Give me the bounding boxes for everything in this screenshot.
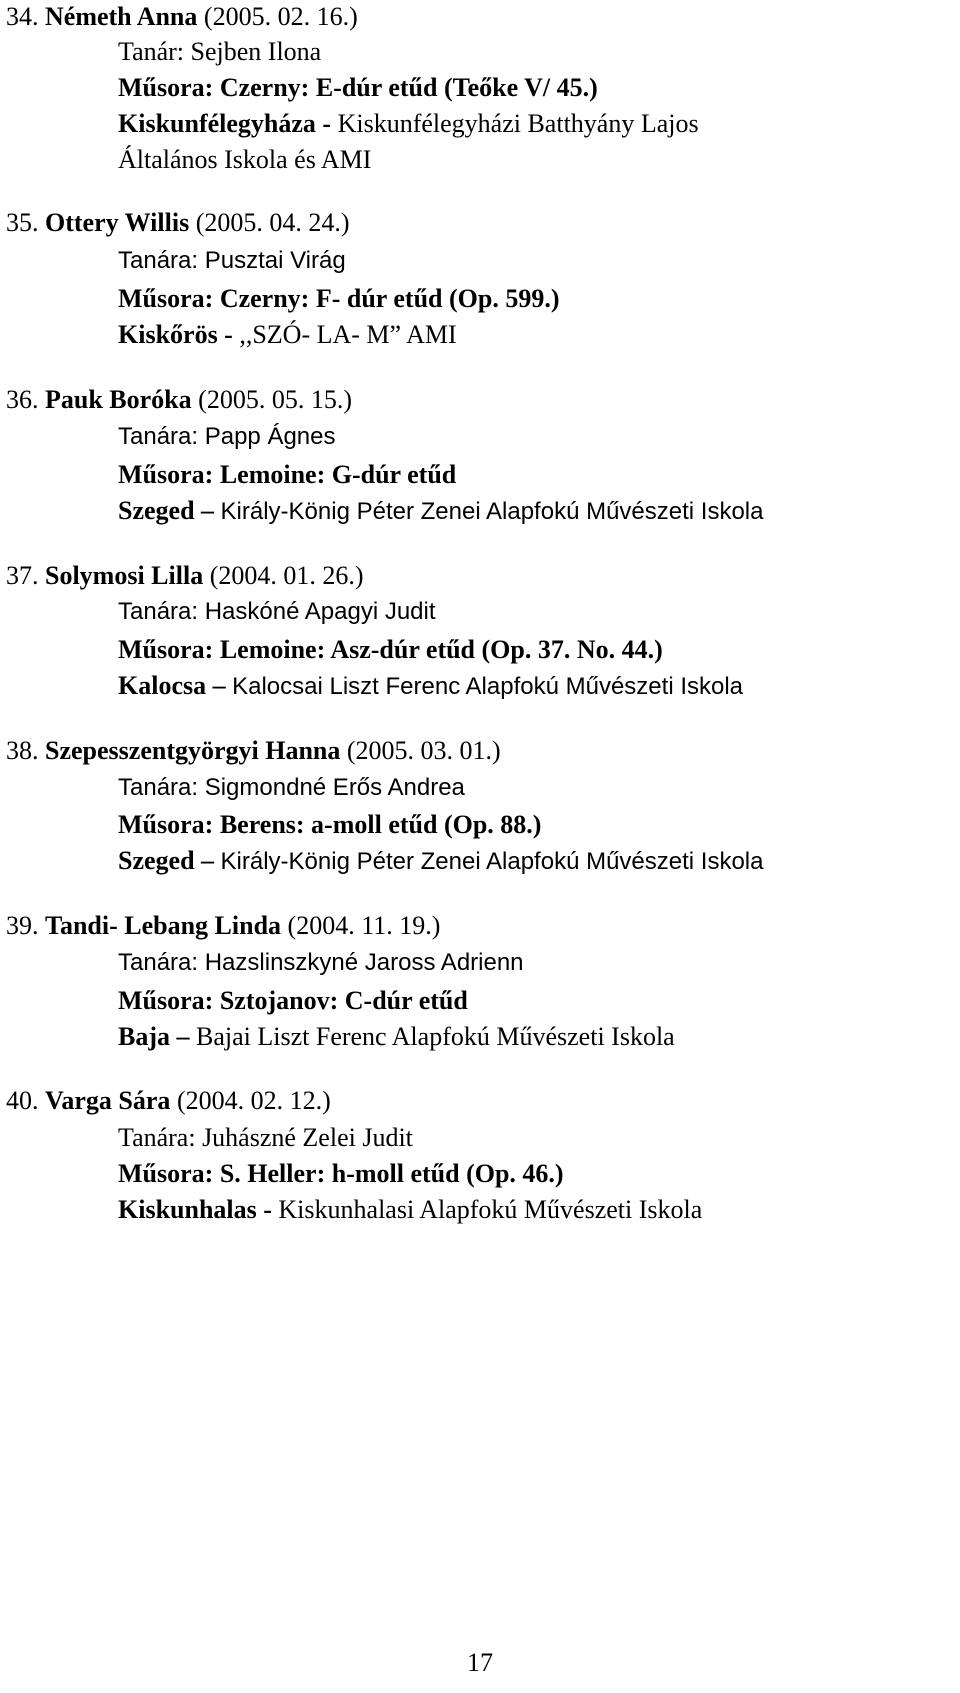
program-line (118, 810, 541, 840)
teacher-line: Tanár: Sejben Ilona (118, 37, 322, 66)
entry-39-header (6, 911, 440, 941)
entry-38-header (6, 736, 501, 766)
city: Baja – (118, 1022, 190, 1051)
student-name: Ottery Willis (45, 208, 190, 237)
school-line (118, 1022, 675, 1052)
teacher-line: Tanára: Haskóné Apagyi Judit (118, 598, 436, 625)
student-name: Pauk Boróka (45, 385, 192, 414)
city: Kiskunhalas - (118, 1195, 272, 1224)
entry-36-header (6, 385, 352, 415)
program-label: Műsora: (118, 1159, 214, 1188)
program-label: Műsora: (118, 986, 214, 1015)
program-label: Műsora: (118, 284, 214, 313)
program-text: Sztojanov: C-dúr etűd (219, 986, 468, 1015)
school-name: Kiskunfélegyházi Batthyány Lajos (337, 109, 699, 138)
entry-number: 36. (6, 385, 39, 414)
city: Kalocsa – (118, 671, 226, 700)
student-name: Szepesszentgyörgyi Hanna (45, 736, 341, 765)
student-name: Varga Sára (45, 1086, 171, 1115)
city: Kiskunfélegyháza - (118, 109, 332, 138)
birth-date: (2004. 11. 19.) (287, 911, 441, 940)
entry-number: 37. (6, 561, 39, 590)
entry-34-header (6, 2, 358, 32)
program-label: Műsora: (118, 635, 214, 664)
program-text: Czerny: F- dúr etűd (Op. 599.) (219, 284, 560, 313)
program-text: Lemoine: G-dúr etűd (219, 460, 457, 489)
entry-number: 39. (6, 911, 39, 940)
program-line (118, 73, 598, 103)
birth-date: (2005. 03. 01.) (346, 736, 501, 765)
school-line (118, 671, 743, 702)
program-line (118, 1159, 564, 1189)
program-label: Műsora: (118, 810, 214, 839)
entry-37-header (6, 561, 364, 591)
program-text: S. Heller: h-moll etűd (Op. 46.) (219, 1159, 564, 1188)
school-name: Király-König Péter Zenei Alapfokú Művészeti Iskola (220, 848, 764, 875)
teacher-line: Tanára: Juhászné Zelei Judit (118, 1123, 413, 1152)
birth-date: (2005. 05. 15.) (198, 385, 352, 414)
program-label: Műsora: (118, 73, 214, 102)
school-name: Király-König Péter Zenei Alapfokú Művészeti Iskola (220, 498, 764, 525)
school-line (118, 1195, 702, 1225)
school-name: ,,SZÓ- LA- M” AMI (239, 320, 457, 349)
program-line (118, 284, 560, 314)
birth-date: (2005. 02. 16.) (203, 2, 358, 31)
program-line (118, 635, 663, 665)
city: Szeged – (118, 846, 215, 875)
entry-number: 38. (6, 736, 39, 765)
city: Szeged – (118, 496, 215, 525)
teacher-line: Tanára: Sigmondné Erős Andrea (118, 774, 465, 801)
program-line (118, 460, 456, 490)
school-line (118, 496, 763, 527)
birth-date: (2004. 01. 26.) (209, 561, 364, 590)
entry-number: 34. (6, 2, 39, 31)
city: Kiskőrös - (118, 320, 233, 349)
program-label: Műsora: (118, 460, 214, 489)
student-name: Solymosi Lilla (45, 561, 204, 590)
teacher-line: Tanára: Hazslinszkyné Jaross Adrienn (118, 949, 524, 976)
program-text: Berens: a-moll etűd (Op. 88.) (219, 810, 542, 839)
birth-date: (2004. 02. 12.) (176, 1086, 331, 1115)
entry-number: 40. (6, 1086, 39, 1115)
school-name-continued: Általános Iskola és AMI (118, 145, 372, 174)
birth-date: (2005. 04. 24.) (195, 208, 350, 237)
entry-35-header (6, 208, 350, 238)
student-name: Németh Anna (45, 2, 198, 31)
program-text: Lemoine: Asz-dúr etűd (Op. 37. No. 44.) (219, 635, 663, 664)
school-line (118, 846, 763, 877)
student-name: Tandi- Lebang Linda (45, 911, 282, 940)
program-line (118, 986, 468, 1016)
teacher-line: Tanára: Pusztai Virág (118, 247, 346, 274)
entry-40-header (6, 1086, 331, 1116)
page-number: 17 (467, 1648, 493, 1677)
school-line (118, 320, 457, 350)
program-text: Czerny: E-dúr etűd (Teőke V/ 45.) (219, 73, 598, 102)
school-name: Kalocsai Liszt Ferenc Alapfokú Művészeti Iskola (232, 673, 744, 700)
school-name: Bajai Liszt Ferenc Alapfokú Művészeti Iskola (196, 1022, 675, 1051)
entry-number: 35. (6, 208, 39, 237)
school-line (118, 109, 699, 139)
school-name: Kiskunhalasi Alapfokú Művészeti Iskola (278, 1195, 703, 1224)
teacher-line: Tanára: Papp Ágnes (118, 423, 336, 450)
